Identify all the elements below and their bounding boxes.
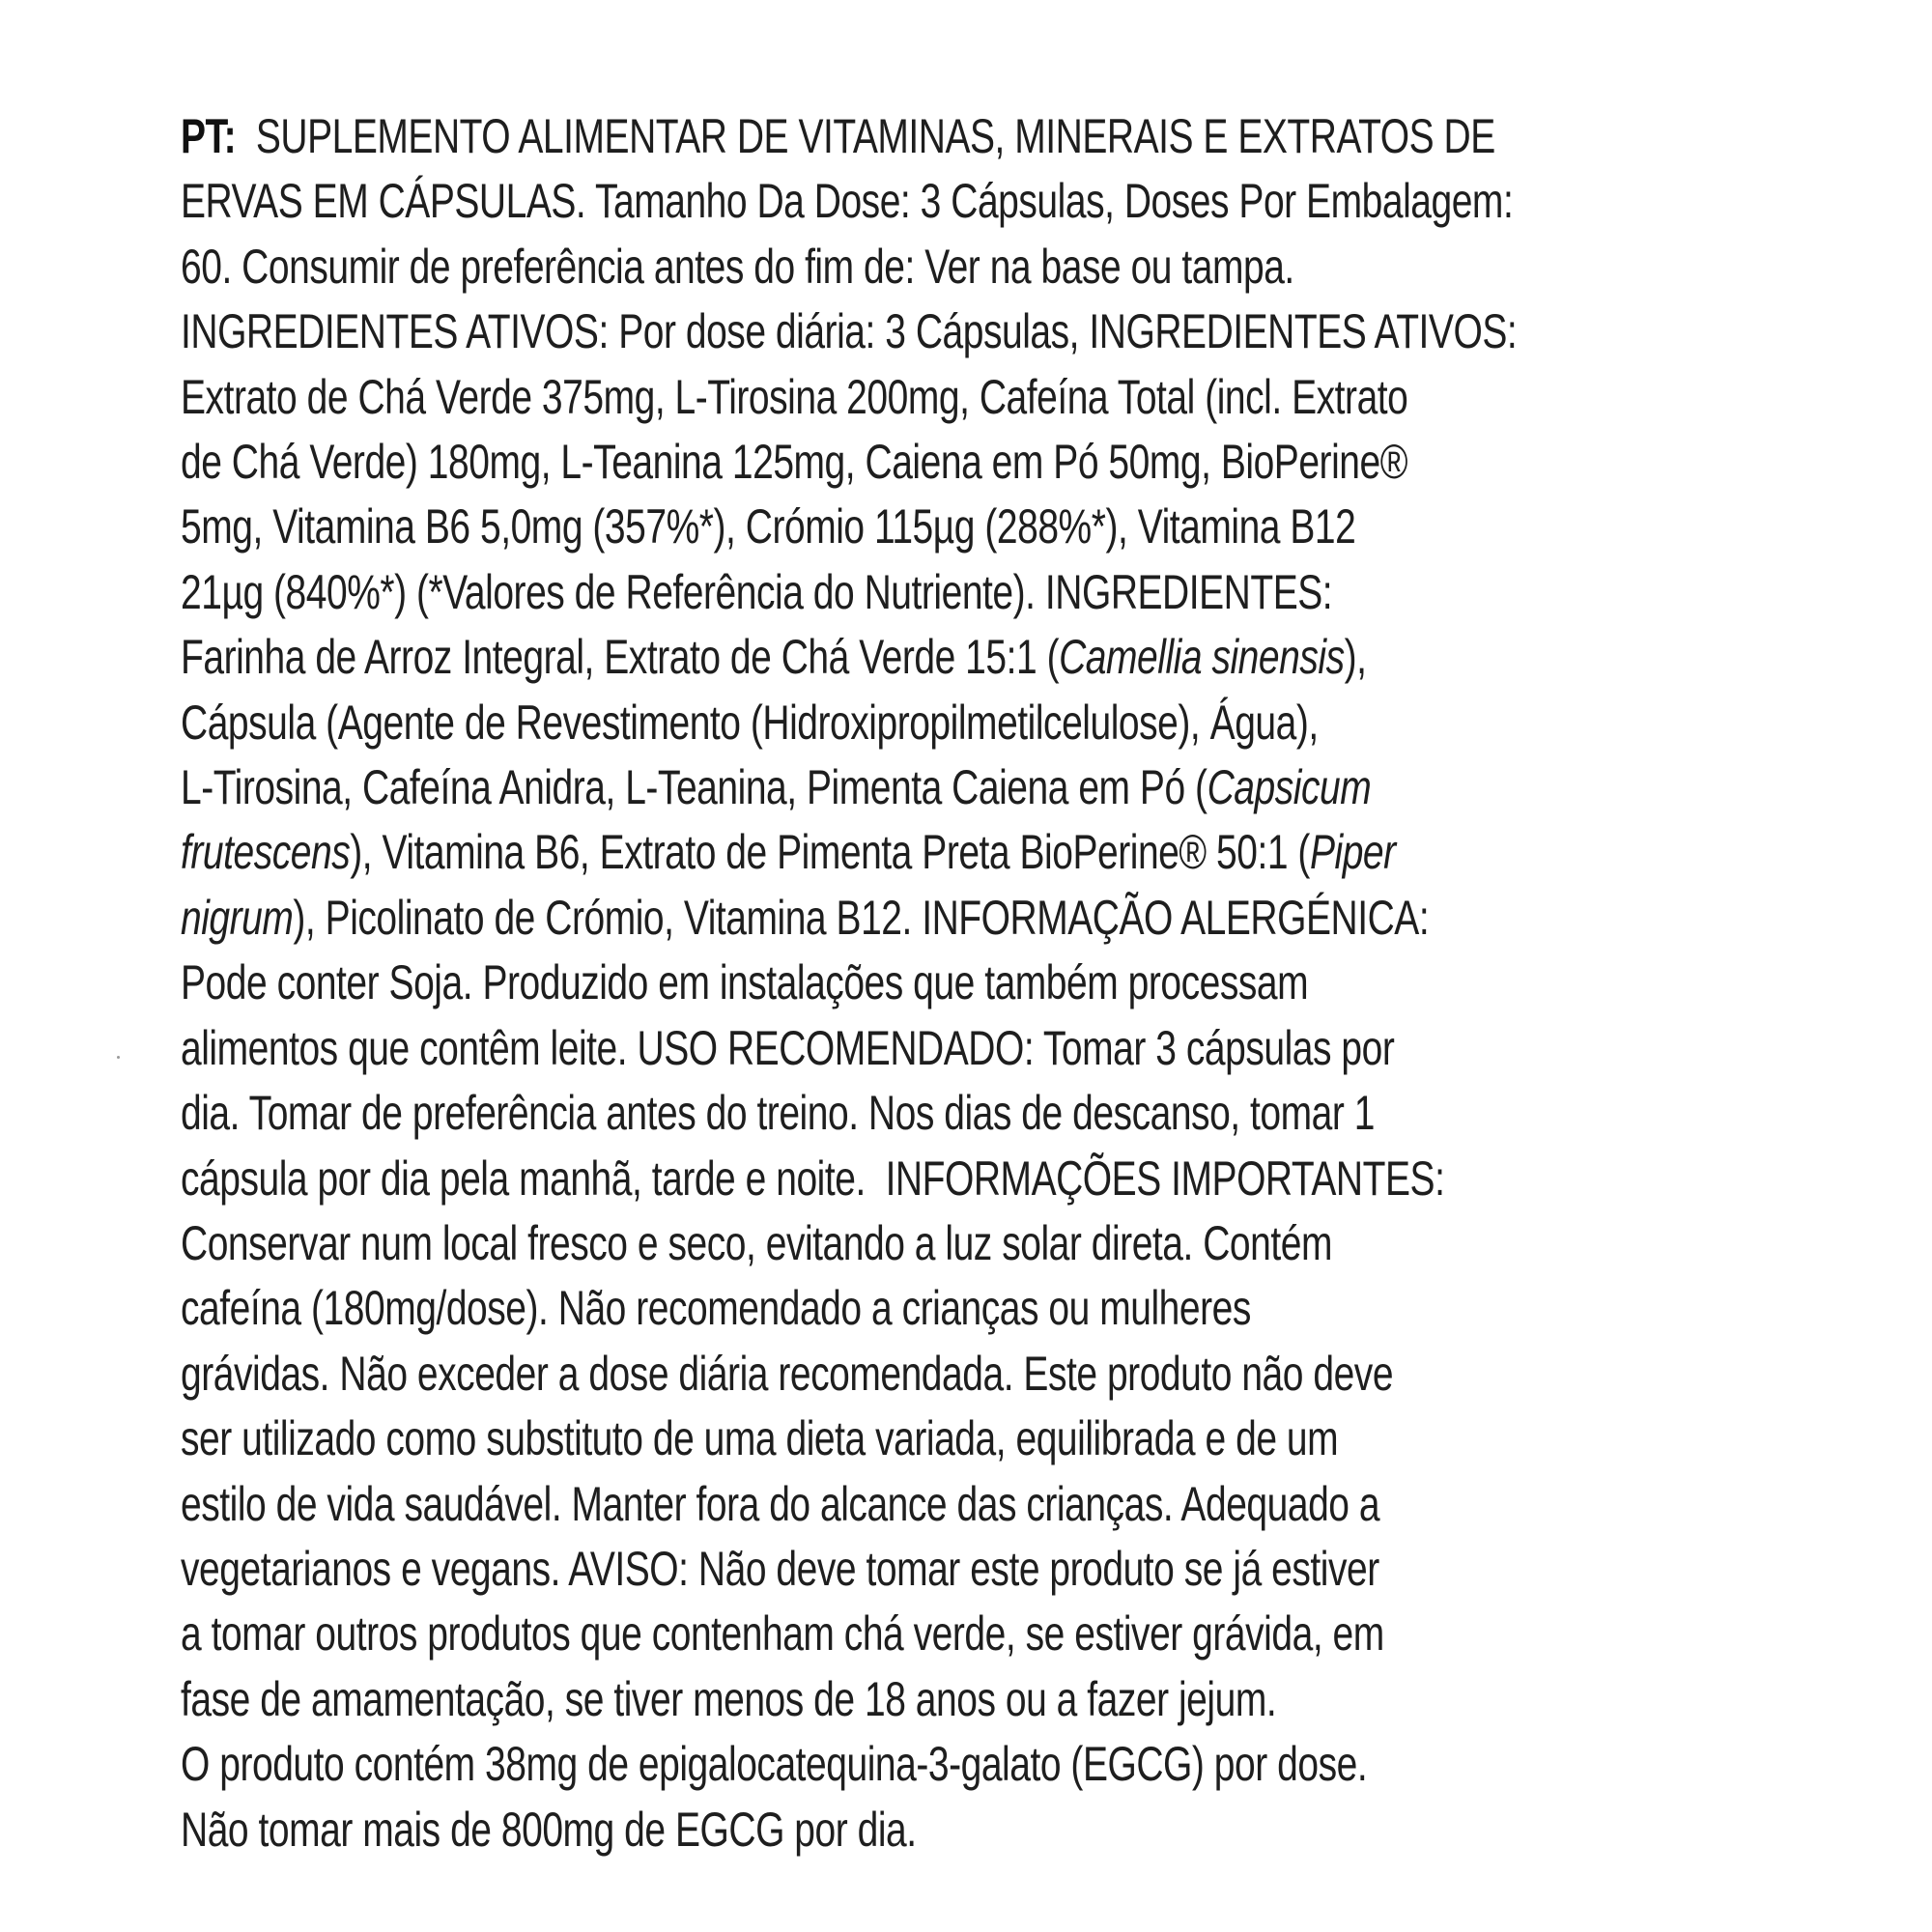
label-line (181, 1537, 1763, 1602)
label-line (181, 495, 1763, 559)
label-text: 5mg, Vitamina B6 5,0mg (357%*), Crómio 115µg (288%*), Vitamina B12 (181, 499, 1356, 554)
label-line (181, 104, 1763, 169)
label-text: ), (1344, 630, 1367, 685)
label-text: Cápsula (Agente de Revestimento (Hidroxipropilmetilcelulose), Água), (181, 695, 1319, 750)
label-text: Conservar num local fresco e seco, evitando a luz solar direta. Contém (181, 1215, 1332, 1270)
label-text: Farinha de Arroz Integral, Extrato de Chá Verde 15:1 ( (181, 630, 1060, 685)
label-line (181, 1667, 1763, 1732)
latin-name: Capsicum (1207, 760, 1372, 815)
label-line (181, 1472, 1763, 1537)
label-text: a tomar outros produtos que contenham chá verde, se estiver grávida, em (181, 1606, 1384, 1662)
label-line (181, 1147, 1763, 1211)
label-text: grávidas. Não exceder a dose diária recomendada. Este produto não deve (181, 1346, 1394, 1401)
label-text: cápsula por dia pela manhã, tarde e noite. INFORMAÇÕES IMPORTANTES: (181, 1151, 1445, 1206)
label-line (181, 365, 1763, 430)
label-text: dia. Tomar de preferência antes do treino. Nos dias de descanso, tomar 1 (181, 1086, 1375, 1141)
label-line (181, 430, 1763, 495)
supplement-label-text (181, 104, 1763, 1862)
label-line (181, 886, 1763, 951)
label-line (181, 169, 1763, 234)
label-line (181, 951, 1763, 1015)
label-line (181, 1342, 1763, 1406)
label-line (181, 820, 1763, 885)
label-text: ERVAS EM CÁPSULAS. Tamanho Da Dose: 3 Cápsulas, Doses Por Embalagem: (181, 174, 1514, 229)
label-text: ser utilizado como substituto de uma dieta variada, equilibrada e de um (181, 1411, 1339, 1466)
label-line (181, 625, 1763, 690)
label-text: Pode conter Soja. Produzido em instalações que também processam (181, 955, 1309, 1010)
label-line (181, 1016, 1763, 1081)
label-text: vegetarianos e vegans. AVISO: Não deve tomar este produto se já estiver (181, 1541, 1379, 1596)
label-line (181, 1406, 1763, 1471)
stray-speck (117, 1056, 120, 1059)
label-line (181, 1211, 1763, 1276)
label-text: L-Tirosina, Cafeína Anidra, L-Teanina, Pimenta Caiena em Pó ( (181, 760, 1208, 815)
label-text: Não tomar mais de 800mg de EGCG por dia. (181, 1802, 917, 1857)
label-line (181, 1602, 1763, 1666)
language-prefix: PT: (181, 109, 237, 163)
label-text: fase de amamentação, se tiver menos de 18 anos ou a fazer jejum. (181, 1671, 1277, 1726)
latin-name: Piper (1309, 825, 1396, 880)
label-text: ), Vitamina B6, Extrato de Pimenta Preta BioPerine® 50:1 ( (350, 825, 1310, 880)
label-text: O produto contém 38mg de epigalocatequina-3-galato (EGCG) por dose. (181, 1737, 1368, 1792)
label-line (181, 1276, 1763, 1341)
label-line (181, 235, 1763, 299)
label-line (181, 691, 1763, 755)
label-text: ), Picolinato de Crómio, Vitamina B12. INFORMAÇÃO ALERGÉNICA: (293, 890, 1430, 945)
label-text: de Chá Verde) 180mg, L-Teanina 125mg, Caiena em Pó 50mg, BioPerine® (181, 435, 1407, 490)
label-line (181, 755, 1763, 820)
label-text: Extrato de Chá Verde 375mg, L-Tirosina 200mg, Cafeína Total (incl. Extrato (181, 369, 1408, 424)
label-text: 21µg (840%*) (*Valores de Referência do Nutriente). INGREDIENTES: (181, 564, 1333, 619)
label-line (181, 560, 1763, 625)
label-text: SUPLEMENTO ALIMENTAR DE VITAMINAS, MINERAIS E EXTRATOS DE (236, 109, 1495, 163)
label-line (181, 1081, 1763, 1146)
label-line (181, 1798, 1763, 1862)
latin-name: frutescens (181, 825, 351, 880)
label-text: INGREDIENTES ATIVOS: Por dose diária: 3 Cápsulas, INGREDIENTES ATIVOS: (181, 304, 1518, 359)
label-line (181, 1732, 1763, 1797)
latin-name: Camellia sinensis (1059, 630, 1345, 685)
label-line (181, 299, 1763, 364)
latin-name: nigrum (181, 890, 294, 945)
label-text: estilo de vida saudável. Manter fora do alcance das crianças. Adequado a (181, 1476, 1380, 1531)
label-text: cafeína (180mg/dose). Não recomendado a crianças ou mulheres (181, 1281, 1251, 1336)
label-text: 60. Consumir de preferência antes do fim de: Ver na base ou tampa. (181, 239, 1294, 294)
label-text: alimentos que contêm leite. USO RECOMENDADO: Tomar 3 cápsulas por (181, 1020, 1395, 1075)
